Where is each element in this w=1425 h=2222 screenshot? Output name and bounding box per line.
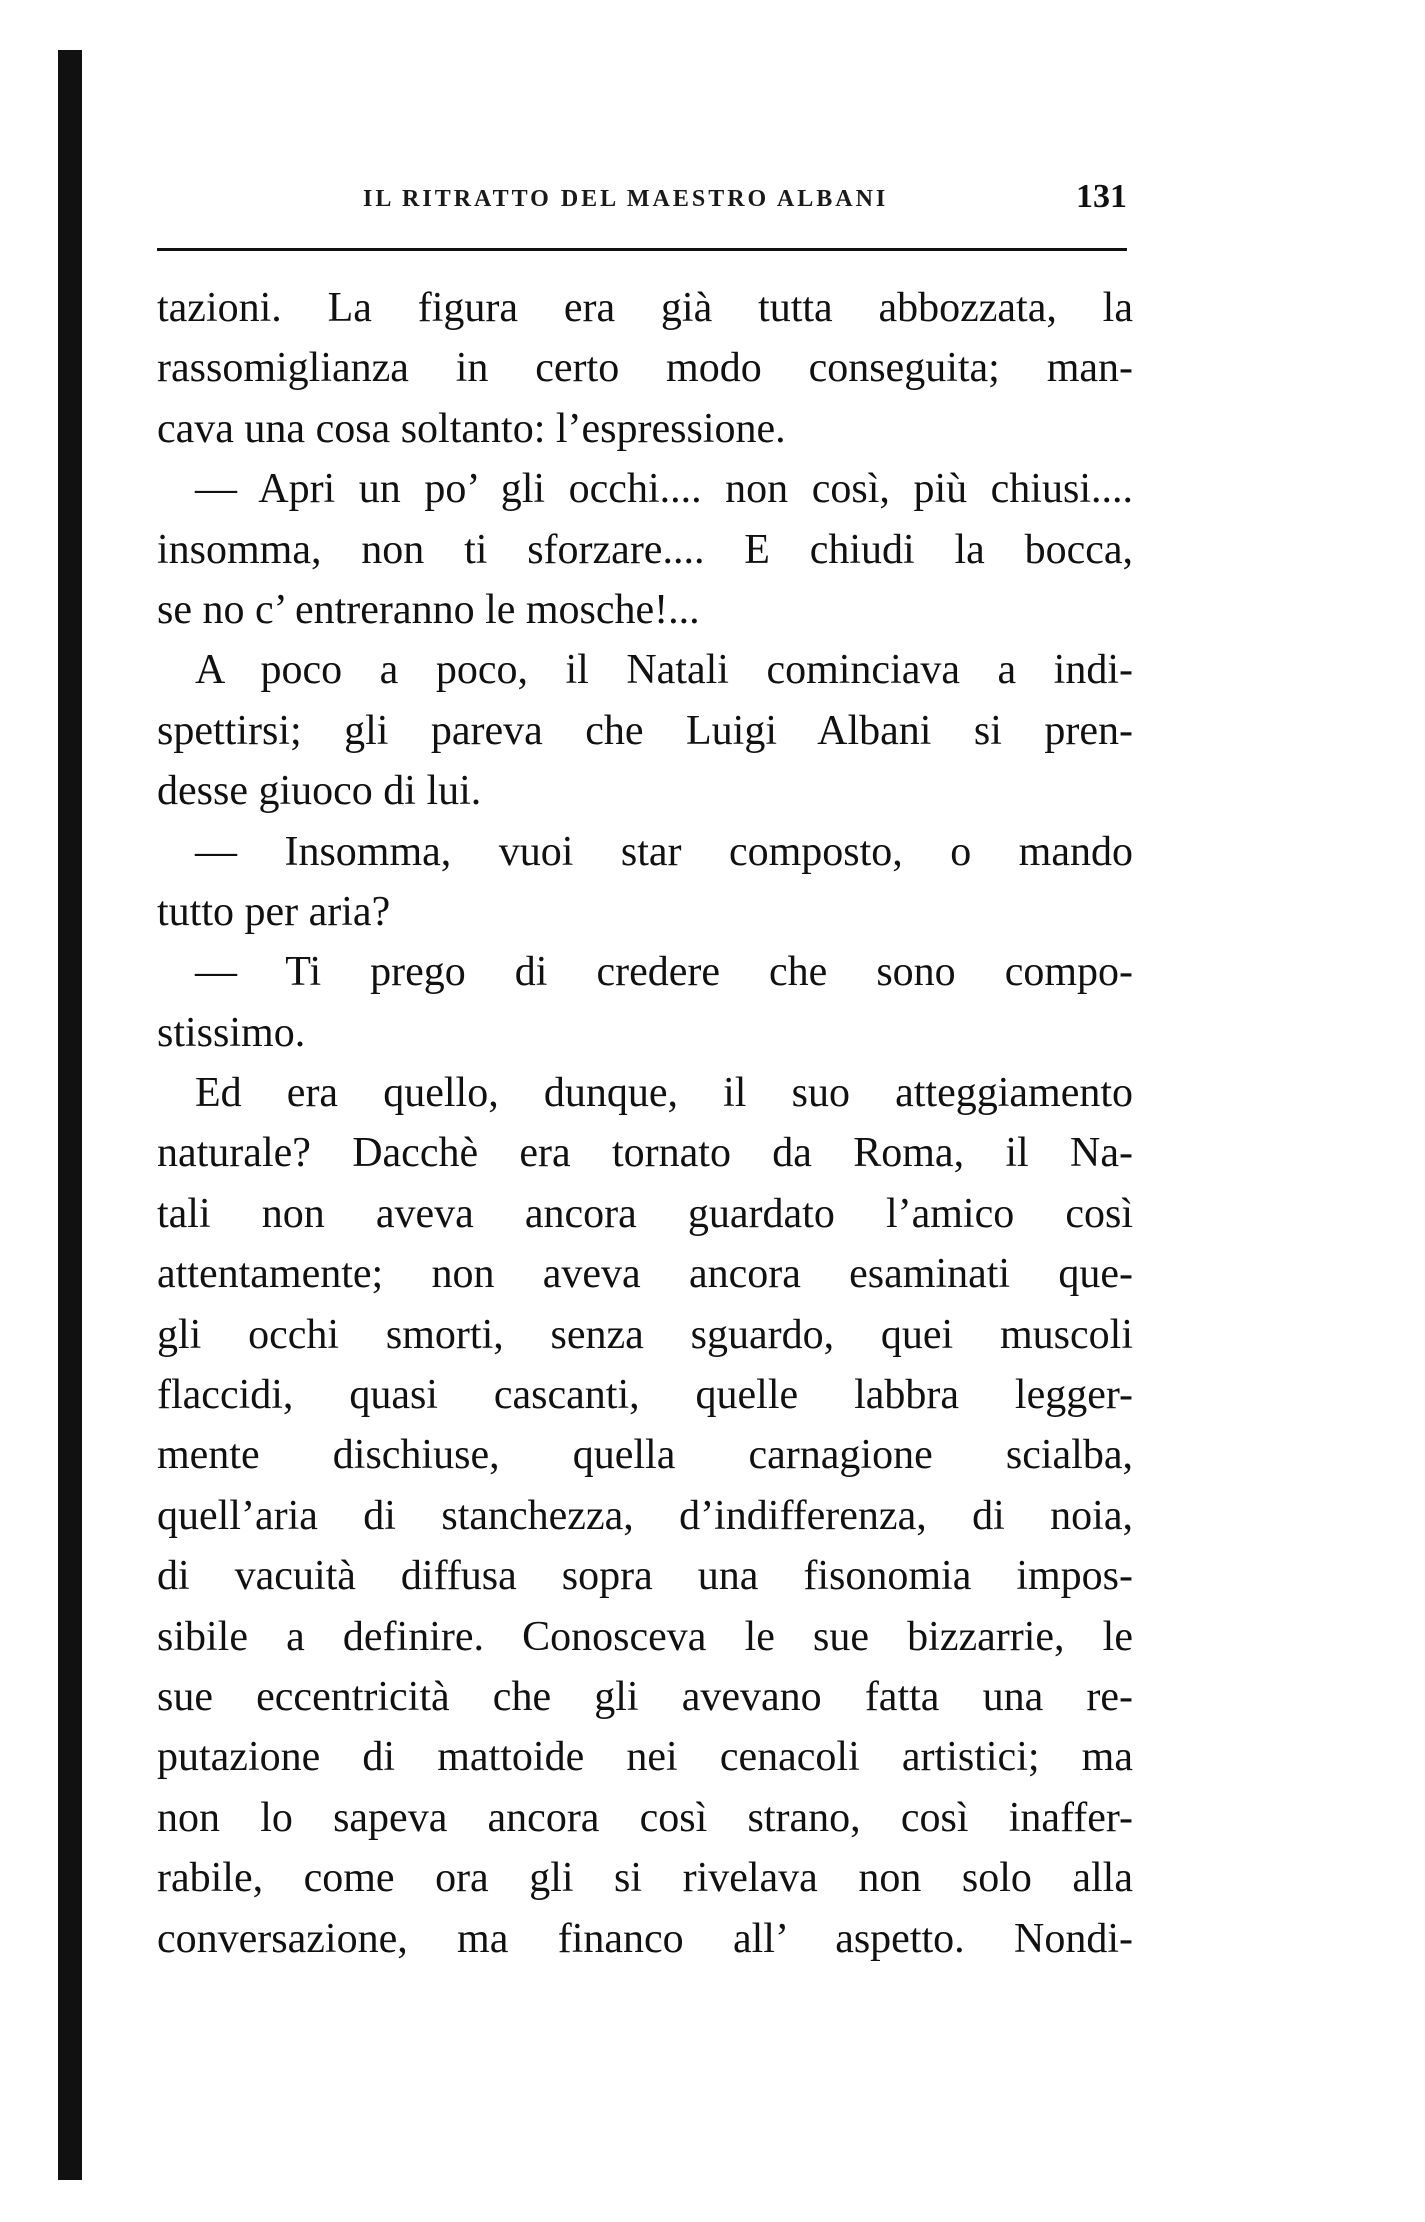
text-line: di vacuità diffusa sopra una fisonomia impos- (157, 1553, 1133, 1600)
running-title: IL RITRATTO DEL MAESTRO ALBANI (363, 186, 889, 212)
text-line: tali non aveva ancora guardato l’amico così (157, 1190, 1133, 1237)
text-line: naturale? Dacchè era tornato da Roma, il Na- (157, 1130, 1133, 1177)
text-line: gli occhi smorti, senza sguardo, quei muscoli (157, 1311, 1133, 1358)
text-line: se no c’ entreranno le mosche!... (157, 586, 700, 633)
book-spine-shadow (58, 50, 82, 2180)
text-line: flaccidi, quasi cascanti, quelle labbra legger- (157, 1372, 1133, 1419)
text-line: tazioni. La figura era già tutta abbozzata, la (157, 285, 1133, 331)
text-line: putazione di mattoide nei cenacoli artistici; ma (157, 1734, 1133, 1781)
text-line: attentamente; non aveva ancora esaminati que- (157, 1251, 1133, 1298)
text-line: non lo sapeva ancora così strano, così inaffer- (157, 1794, 1133, 1841)
text-line: mente dischiuse, quella carnagione scialba, (157, 1432, 1133, 1479)
text-line: — Apri un po’ gli occhi.... non così, più chiusi.... (195, 466, 1133, 513)
text-line: — Insomma, vuoi star composto, o mando (195, 828, 1133, 875)
text-line: rassomiglianza in certo modo conseguita; man- (157, 345, 1133, 392)
header-rule (157, 248, 1127, 251)
text-line: insomma, non ti sforzare.... E chiudi la bocca, (157, 526, 1133, 573)
text-line: cava una cosa soltanto: l’espressione. (157, 405, 786, 452)
text-line: Ed era quello, dunque, il suo atteggiamento (195, 1070, 1133, 1117)
text-line: tutto per aria? (157, 888, 391, 935)
text-line: A poco a poco, il Natali cominciava a indi- (195, 647, 1133, 694)
text-line: sue eccentricità che gli avevano fatta una re- (157, 1673, 1133, 1720)
text-line: desse giuoco di lui. (157, 768, 482, 815)
text-line: quell’aria di stanchezza, d’indifferenza, di noia, (157, 1492, 1133, 1539)
body-text (157, 278, 1133, 1969)
text-line: conversazione, ma financo all’ aspetto. Nondi- (157, 1915, 1133, 1962)
text-line: spettirsi; gli pareva che Luigi Albani si pren- (157, 707, 1133, 754)
page-number: 131 (1076, 178, 1127, 215)
text-line: — Ti prego di credere che sono compo- (195, 949, 1133, 996)
text-line: sibile a definire. Conosceva le sue bizzarrie, le (157, 1613, 1133, 1660)
text-line: rabile, come ora gli si rivelava non solo alla (157, 1855, 1133, 1902)
text-line: stissimo. (157, 1009, 306, 1056)
